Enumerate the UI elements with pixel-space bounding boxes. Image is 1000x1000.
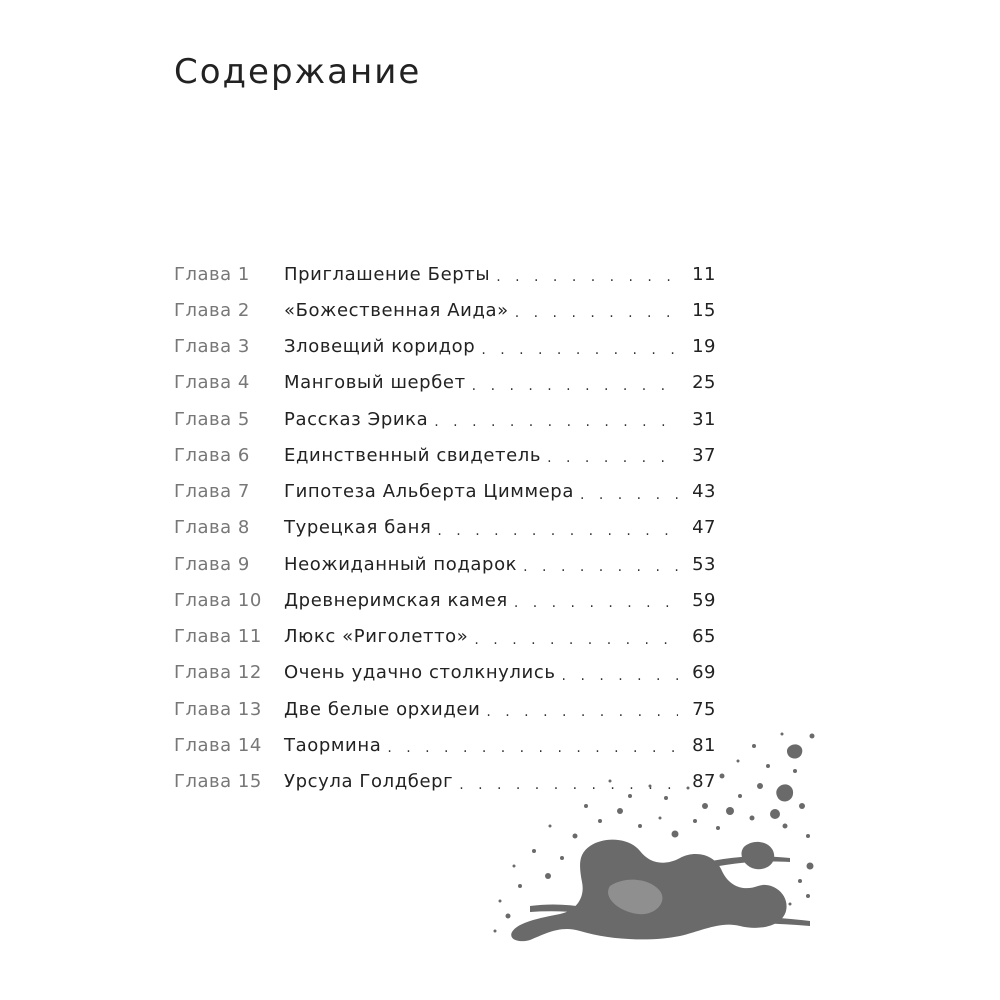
chapter-title: Манговый шербет (284, 372, 466, 394)
toc-entry[interactable] (174, 691, 716, 727)
page-title: Содержание (174, 52, 422, 92)
chapter-label: Глава 7 (174, 481, 250, 503)
page-number: 15 (692, 299, 716, 321)
dot-leader (481, 343, 678, 357)
toc-entry[interactable] (174, 401, 716, 437)
dot-leader (496, 270, 678, 284)
ink-splatter-icon (490, 726, 822, 944)
page-number: 47 (692, 517, 716, 539)
page-number: 59 (692, 589, 716, 611)
chapter-title: Гипотеза Альберта Циммера (284, 481, 574, 503)
chapter-label: Глава 6 (174, 444, 250, 466)
chapter-label: Глава 15 (174, 771, 262, 793)
chapter-label: Глава 2 (174, 299, 250, 321)
chapter-title: Древнеримская камея (284, 589, 508, 611)
chapter-label: Глава 8 (174, 517, 250, 539)
dot-leader (472, 379, 678, 393)
dot-leader (437, 524, 678, 538)
table-of-contents (174, 256, 716, 800)
toc-entry[interactable] (174, 292, 716, 328)
dot-leader (514, 596, 678, 610)
page-number: 37 (692, 444, 716, 466)
chapter-label: Глава 3 (174, 336, 250, 358)
dot-leader (486, 705, 678, 719)
page-number: 69 (692, 662, 716, 684)
chapter-label: Глава 13 (174, 698, 262, 720)
toc-entry[interactable] (174, 437, 716, 473)
toc-entry[interactable] (174, 365, 716, 401)
page-number: 75 (692, 698, 716, 720)
toc-entry[interactable] (174, 474, 716, 510)
chapter-label: Глава 4 (174, 372, 250, 394)
dot-leader (547, 451, 678, 465)
chapter-title: Зловещий коридор (284, 336, 476, 358)
chapter-title: Люкс «Риголетто» (284, 626, 469, 648)
page-number: 31 (692, 408, 716, 430)
page-number: 87 (692, 771, 716, 793)
chapter-title: «Божественная Аида» (284, 299, 509, 321)
page-number: 81 (692, 734, 716, 756)
dot-leader (434, 415, 678, 429)
chapter-title: Очень удачно столкнулись (284, 662, 556, 684)
chapter-title: Урсула Голдберг (284, 771, 454, 793)
dot-leader (562, 669, 678, 683)
page-number: 25 (692, 372, 716, 394)
chapter-label: Глава 1 (174, 263, 250, 285)
toc-entry[interactable] (174, 546, 716, 582)
chapter-title: Приглашение Берты (284, 263, 491, 285)
toc-entry[interactable] (174, 619, 716, 655)
page-number: 43 (692, 481, 716, 503)
chapter-label: Глава 10 (174, 589, 262, 611)
chapter-title: Единственный свидетель (284, 444, 542, 466)
toc-entry[interactable] (174, 256, 716, 292)
chapter-title: Две белые орхидеи (284, 698, 481, 720)
chapter-label: Глава 5 (174, 408, 250, 430)
chapter-title: Рассказ Эрика (284, 408, 429, 430)
toc-entry[interactable] (174, 329, 716, 365)
dot-leader (580, 488, 678, 502)
page-number: 11 (692, 263, 716, 285)
chapter-label: Глава 14 (174, 734, 262, 756)
chapter-title: Таормина (284, 734, 382, 756)
chapter-title: Турецкая баня (284, 517, 432, 539)
page-number: 53 (692, 553, 716, 575)
dot-leader (474, 633, 678, 647)
page-number: 65 (692, 626, 716, 648)
toc-entry[interactable] (174, 655, 716, 691)
chapter-label: Глава 12 (174, 662, 262, 684)
dot-leader (523, 560, 678, 574)
dot-leader (515, 306, 678, 320)
chapter-label: Глава 9 (174, 553, 250, 575)
page-number: 19 (692, 336, 716, 358)
toc-entry[interactable] (174, 582, 716, 618)
chapter-label: Глава 11 (174, 626, 262, 648)
chapter-title: Неожиданный подарок (284, 553, 518, 575)
toc-entry[interactable] (174, 510, 716, 546)
